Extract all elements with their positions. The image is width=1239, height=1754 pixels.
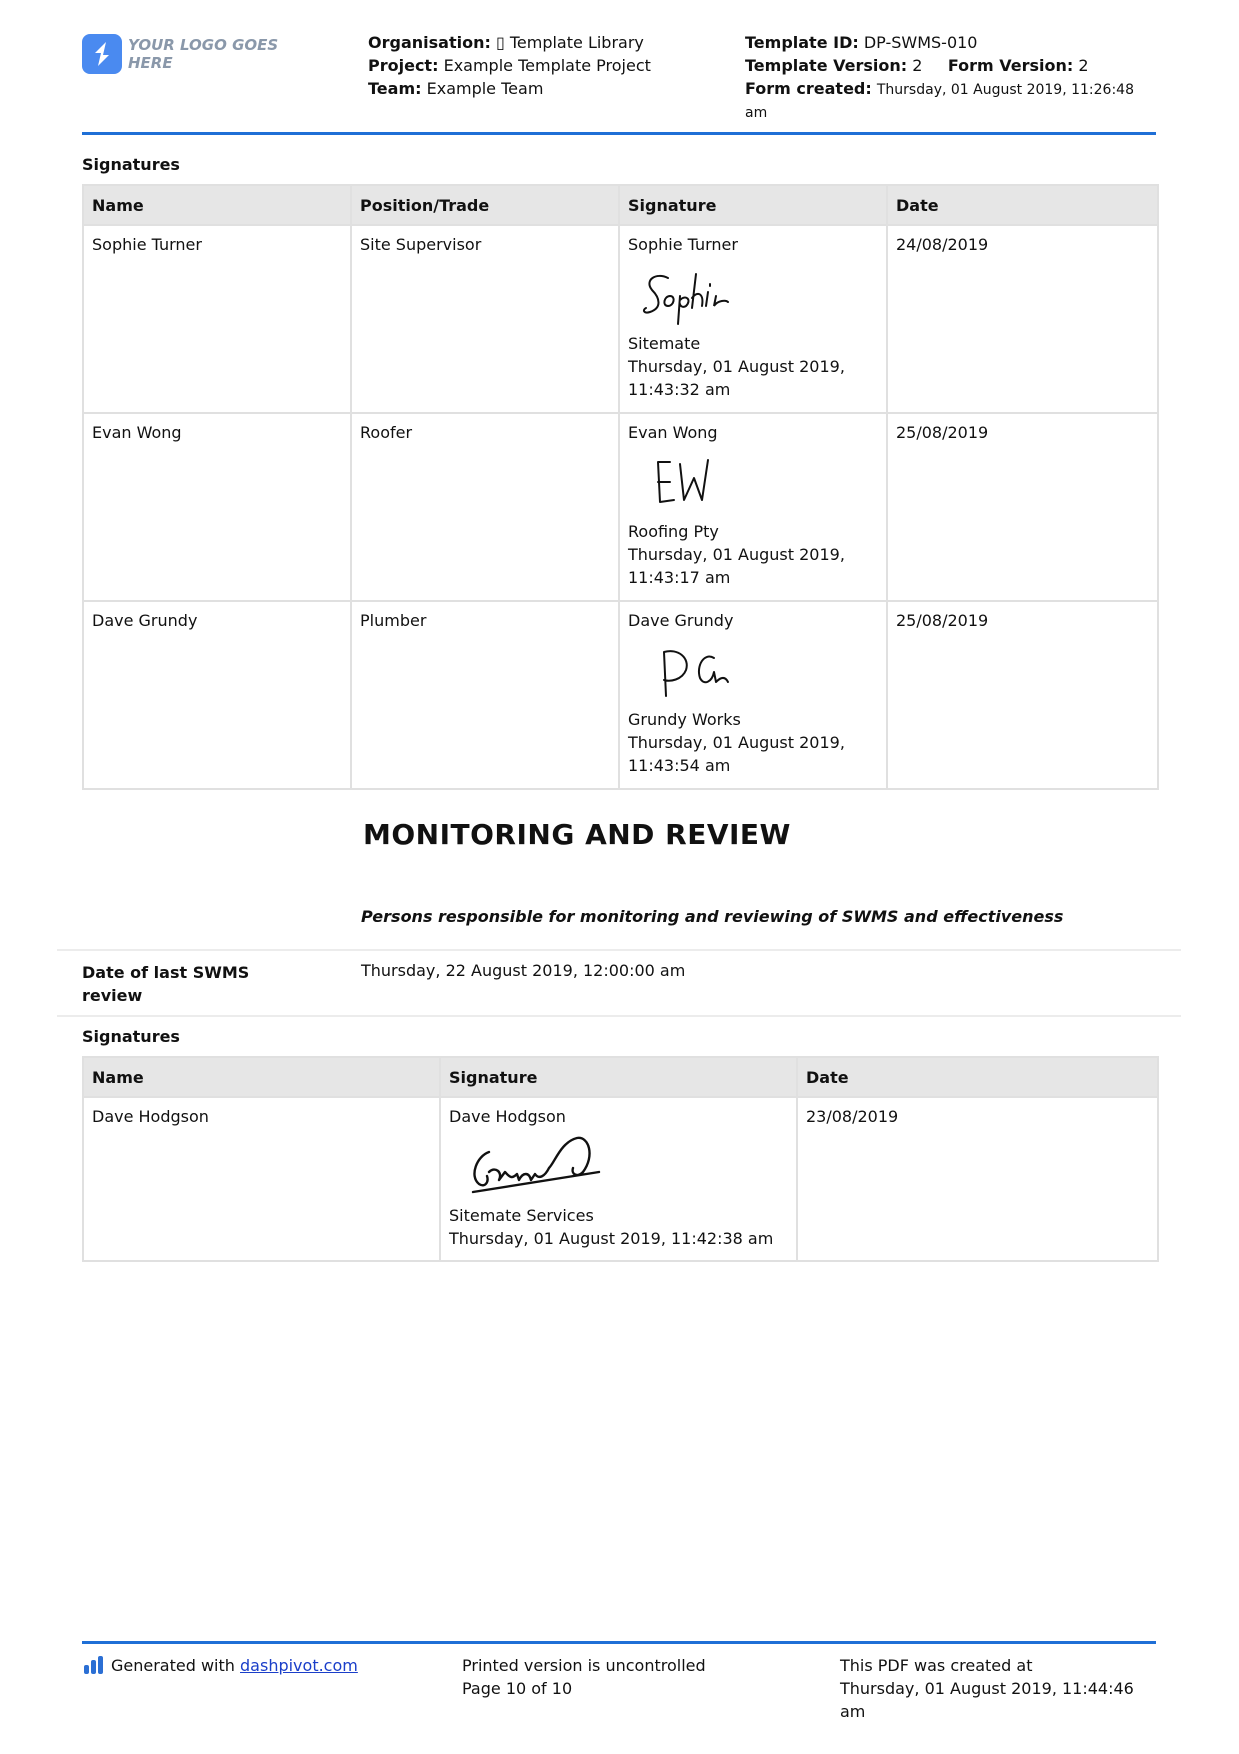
date-cell: 24/08/2019 — [887, 225, 1158, 413]
dashpivot-link[interactable]: dashpivot.com — [240, 1656, 358, 1675]
template-id-value: DP-SWMS-010 — [863, 33, 978, 52]
header-rule — [82, 132, 1156, 135]
divider — [57, 1015, 1181, 1017]
date-cell: 25/08/2019 — [887, 413, 1158, 601]
signed-time-cont: 11:43:32 am — [628, 380, 731, 399]
footer-right — [840, 1654, 1134, 1723]
date-cell: 23/08/2019 — [797, 1097, 1158, 1261]
col-signature-header: Signature — [619, 185, 887, 225]
pdf-created-time: Thursday, 01 August 2019, 11:44:46 — [840, 1679, 1134, 1698]
signatures-table — [82, 184, 1159, 790]
organisation-label: Organisation: — [368, 33, 491, 52]
company-logo — [82, 33, 312, 75]
position-cell: Plumber — [351, 601, 619, 789]
signed-time: Thursday, 01 August 2019, — [628, 357, 845, 376]
footer-center — [462, 1654, 706, 1700]
last-review-label — [82, 961, 302, 1007]
name-cell: Evan Wong — [83, 413, 351, 601]
form-created-value-cont: am — [745, 105, 768, 121]
signature-cell — [619, 413, 887, 601]
signer-company: Sitemate Services — [449, 1206, 594, 1225]
template-version-value: 2 — [912, 56, 923, 75]
divider — [57, 949, 1181, 951]
project-label: Project: — [368, 56, 439, 75]
position-cell: Site Supervisor — [351, 225, 619, 413]
col-name-header: Name — [83, 1057, 440, 1097]
signer-company: Grundy Works — [628, 710, 741, 729]
col-date-header: Date — [887, 185, 1158, 225]
position-cell: Roofer — [351, 413, 619, 601]
last-review-label-line1: Date of last SWMS — [82, 963, 250, 982]
signatures-label-2: Signatures — [82, 1027, 180, 1046]
table-header-row — [83, 185, 1158, 225]
signature-cell — [440, 1097, 797, 1261]
date-cell: 25/08/2019 — [887, 601, 1158, 789]
review-signatures-table — [82, 1056, 1159, 1262]
signer-name: Evan Wong — [628, 423, 718, 442]
table-row — [83, 1097, 1158, 1261]
team-value: Example Team — [426, 79, 544, 98]
name-cell: Sophie Turner — [83, 225, 351, 413]
signer-name: Dave Grundy — [628, 611, 734, 630]
last-review-value: Thursday, 22 August 2019, 12:00:00 am — [361, 961, 686, 980]
footer-rule — [82, 1641, 1156, 1644]
table-row — [83, 225, 1158, 413]
signature-image — [628, 448, 878, 518]
signed-time-cont: 11:43:17 am — [628, 568, 731, 587]
form-created-label: Form created: — [745, 79, 872, 98]
project-value: Example Template Project — [443, 56, 651, 75]
signature-image — [628, 260, 878, 330]
signature-cell — [619, 225, 887, 413]
signer-name: Dave Hodgson — [449, 1107, 566, 1126]
form-version-label: Form Version: — [947, 56, 1074, 75]
name-cell: Dave Hodgson — [83, 1097, 440, 1261]
header-meta-left — [368, 31, 728, 100]
pdf-created-time-cont: am — [840, 1702, 866, 1721]
form-created-value: Thursday, 01 August 2019, 11:26:48 — [876, 82, 1134, 98]
form-version-value: 2 — [1078, 56, 1089, 75]
pdf-created-label: This PDF was created at — [840, 1656, 1033, 1675]
logo-icon — [82, 34, 122, 74]
footer-generated — [84, 1654, 358, 1677]
col-signature-header: Signature — [440, 1057, 797, 1097]
signed-time: Thursday, 01 August 2019, 11:42:38 am — [449, 1229, 774, 1248]
col-date-header: Date — [797, 1057, 1158, 1097]
template-version-label: Template Version: — [745, 56, 908, 75]
section-title: MONITORING AND REVIEW — [363, 818, 791, 851]
signature-image — [628, 636, 878, 706]
table-header-row — [83, 1057, 1158, 1097]
signer-company: Roofing Pty — [628, 522, 719, 541]
signature-cell — [619, 601, 887, 789]
signature-image — [449, 1132, 788, 1202]
organisation-value: ▯ Template Library — [495, 33, 644, 52]
signed-time: Thursday, 01 August 2019, — [628, 545, 845, 564]
signed-time: Thursday, 01 August 2019, — [628, 733, 845, 752]
header-meta-right — [745, 31, 1165, 125]
uncontrolled-note: Printed version is uncontrolled — [462, 1656, 706, 1675]
section-subtitle: Persons responsible for monitoring and reviewing of SWMS and effectiveness — [361, 907, 1064, 926]
dashpivot-bars-icon — [84, 1656, 103, 1674]
signed-time-cont: 11:43:54 am — [628, 756, 731, 775]
signer-name: Sophie Turner — [628, 235, 738, 254]
generated-text: Generated with — [111, 1656, 235, 1675]
last-review-label-line2: review — [82, 986, 143, 1005]
table-row — [83, 601, 1158, 789]
signatures-label: Signatures — [82, 155, 180, 174]
signer-company: Sitemate — [628, 334, 701, 353]
col-position-header: Position/Trade — [351, 185, 619, 225]
team-label: Team: — [368, 79, 422, 98]
logo-text: YOUR LOGO GOES HERE — [128, 36, 279, 72]
col-name-header: Name — [83, 185, 351, 225]
page-number: Page 10 of 10 — [462, 1679, 573, 1698]
table-row — [83, 413, 1158, 601]
name-cell: Dave Grundy — [83, 601, 351, 789]
template-id-label: Template ID: — [745, 33, 859, 52]
